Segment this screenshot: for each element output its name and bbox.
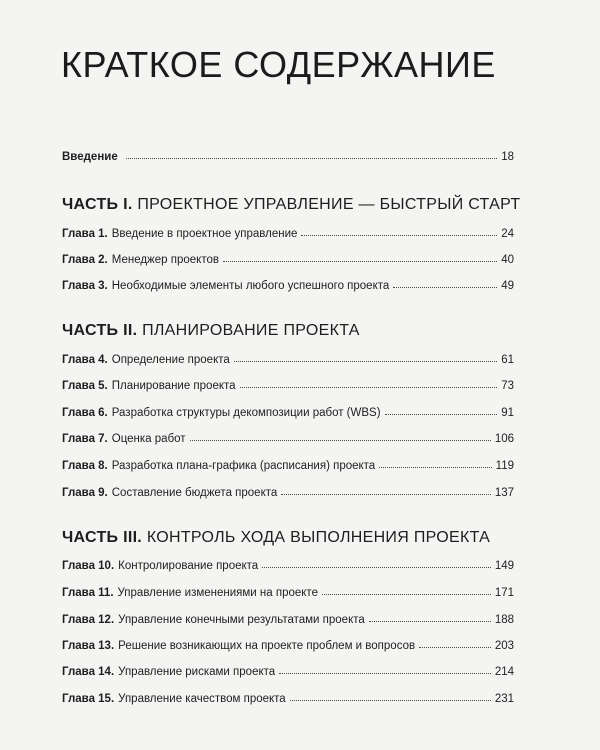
part-label: ЧАСТЬ I. xyxy=(62,196,133,213)
part-heading xyxy=(62,529,490,547)
chapter-label: Глава 1. xyxy=(62,228,108,240)
chapter-title: Определение проекта xyxy=(111,354,230,366)
toc-entry[interactable] xyxy=(62,559,514,573)
chapter-label: Глава 8. xyxy=(62,460,108,472)
page-number: 18 xyxy=(501,151,514,163)
toc-entry[interactable] xyxy=(62,665,514,679)
page-number: 73 xyxy=(501,380,514,392)
part-heading xyxy=(62,322,360,340)
dot-leader xyxy=(262,558,491,568)
toc-entry[interactable] xyxy=(62,253,514,267)
page-number: 203 xyxy=(494,640,514,652)
dot-leader xyxy=(190,431,491,441)
chapter-title: Планирование проекта xyxy=(111,380,236,392)
chapter-title: Контролирование проекта xyxy=(118,560,259,572)
page-number: 40 xyxy=(501,254,514,266)
toc-entry[interactable] xyxy=(62,613,514,627)
chapter-label: Глава 14. xyxy=(62,666,115,678)
dot-leader xyxy=(281,485,491,495)
page-number: 214 xyxy=(494,666,514,678)
dot-leader xyxy=(385,405,498,415)
dot-leader xyxy=(240,378,498,388)
chapter-title: Разработка плана-графика (расписания) проекта xyxy=(111,460,376,472)
chapter-label: Глава 7. xyxy=(62,433,108,445)
toc-entry[interactable] xyxy=(62,353,514,367)
chapter-title: Введение в проектное управление xyxy=(111,228,298,240)
page-number: 188 xyxy=(494,614,514,626)
chapter-title: Оценка работ xyxy=(111,433,186,445)
chapter-title: Управление конечными результатами проекта xyxy=(118,614,365,626)
part-title: ПЛАНИРОВАНИЕ ПРОЕКТА xyxy=(142,322,360,339)
chapter-title: Необходимые элементы любого успешного проекта xyxy=(111,280,390,292)
toc-entry-intro[interactable] xyxy=(62,150,514,164)
part-title: ПРОЕКТНОЕ УПРАВЛЕНИЕ — БЫСТРЫЙ СТАРТ xyxy=(137,196,521,213)
chapter-title: Разработка структуры декомпозиции работ (WBS) xyxy=(111,407,381,419)
toc-entry[interactable] xyxy=(62,432,514,446)
toc-entry[interactable] xyxy=(62,586,514,600)
chapter-label: Глава 6. xyxy=(62,407,108,419)
dot-leader xyxy=(369,612,491,622)
page-number: 149 xyxy=(494,560,514,572)
intro-label: Введение xyxy=(62,151,118,163)
chapter-title: Управление рисками проекта xyxy=(118,666,276,678)
page-number: 106 xyxy=(494,433,514,445)
page-number: 61 xyxy=(501,354,514,366)
chapter-label: Глава 2. xyxy=(62,254,108,266)
chapter-title: Составление бюджета проекта xyxy=(111,487,278,499)
part-label: ЧАСТЬ III. xyxy=(62,529,143,546)
page-number: 137 xyxy=(494,487,514,499)
page-number: 231 xyxy=(494,693,514,705)
dot-leader xyxy=(322,585,491,595)
dot-leader xyxy=(234,352,497,362)
toc-entry[interactable] xyxy=(62,279,514,293)
dot-leader xyxy=(126,149,497,159)
toc-entry[interactable] xyxy=(62,486,514,500)
dot-leader xyxy=(419,638,491,648)
page-number: 119 xyxy=(495,460,514,472)
chapter-label: Глава 9. xyxy=(62,487,108,499)
toc-entry[interactable] xyxy=(62,639,514,653)
chapter-label: Глава 5. xyxy=(62,380,108,392)
chapter-title: Менеджер проектов xyxy=(111,254,219,266)
page-number: 49 xyxy=(501,280,514,292)
dot-leader xyxy=(223,252,497,262)
chapter-title: Управление изменениями на проекте xyxy=(117,587,318,599)
page-number: 24 xyxy=(501,228,514,240)
part-title: КОНТРОЛЬ ХОДА ВЫПОЛНЕНИЯ ПРОЕКТА xyxy=(146,529,491,546)
dot-leader xyxy=(279,664,491,674)
toc-entry[interactable] xyxy=(62,227,514,241)
part-label: ЧАСТЬ II. xyxy=(62,322,138,339)
chapter-label: Глава 11. xyxy=(62,587,114,599)
page-number: 91 xyxy=(501,407,514,419)
chapter-label: Глава 12. xyxy=(62,614,115,626)
toc-entry[interactable] xyxy=(62,379,514,393)
chapter-title: Управление качеством проекта xyxy=(118,693,286,705)
chapter-label: Глава 10. xyxy=(62,560,115,572)
chapter-label: Глава 13. xyxy=(62,640,115,652)
page-title: КРАТКОЕ СОДЕРЖАНИЕ xyxy=(61,44,496,85)
dot-leader xyxy=(301,226,497,236)
chapter-label: Глава 4. xyxy=(62,354,108,366)
part-heading xyxy=(62,196,520,214)
chapter-label: Глава 3. xyxy=(62,280,108,292)
page-number: 171 xyxy=(494,587,514,599)
dot-leader xyxy=(379,458,491,468)
toc-entry[interactable] xyxy=(62,406,514,420)
toc-entry[interactable] xyxy=(62,692,514,706)
chapter-title: Решение возникающих на проекте проблем и вопросов xyxy=(118,640,416,652)
dot-leader xyxy=(290,691,491,701)
dot-leader xyxy=(393,278,497,288)
toc-entry[interactable] xyxy=(62,459,514,473)
chapter-label: Глава 15. xyxy=(62,693,115,705)
